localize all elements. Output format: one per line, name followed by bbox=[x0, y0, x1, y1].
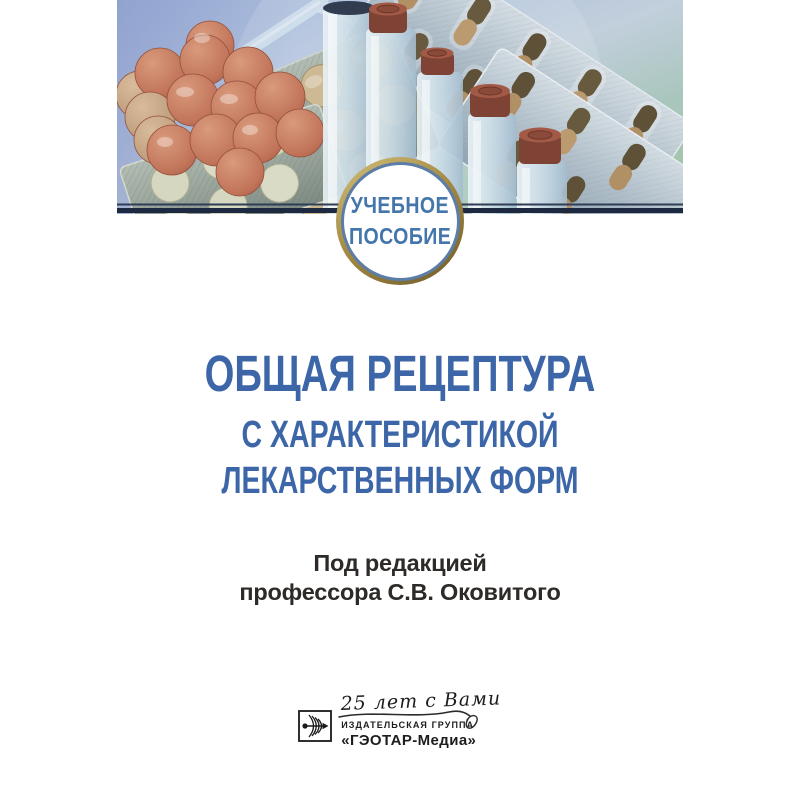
vial-cap bbox=[470, 84, 510, 117]
editor-byline bbox=[0, 549, 800, 607]
badge-text-line1: УЧЕБНОЕ bbox=[350, 192, 450, 218]
anniversary-tagline: 25 лет с Вами bbox=[340, 687, 502, 715]
title-line3: ЛЕКАРСТВЕННЫХ ФОРМ bbox=[221, 460, 579, 502]
byline-line2: профессора С.В. Оковитого bbox=[239, 579, 561, 605]
edition-badge bbox=[336, 157, 464, 285]
title-line1: ОБЩАЯ РЕЦЕПТУРА bbox=[204, 345, 596, 402]
title-line2: С ХАРАКТЕРИСТИКОЙ bbox=[241, 414, 559, 456]
edition-badge-inner bbox=[341, 162, 460, 281]
vial-cap bbox=[369, 3, 407, 34]
book-title bbox=[0, 345, 800, 504]
byline-line1: Под редакцией bbox=[313, 550, 487, 576]
publisher-text bbox=[340, 687, 502, 749]
badge-text-line2: ПОСОБИЕ bbox=[348, 223, 452, 249]
vial-cap bbox=[421, 48, 455, 76]
geotar-logo-icon bbox=[298, 710, 332, 747]
publisher-logo bbox=[0, 687, 800, 749]
vial-cap bbox=[519, 128, 561, 165]
publisher-brand-name: «ГЭОТАР-Медиа» bbox=[341, 732, 477, 749]
publisher-group-label: ИЗДАТЕЛЬСКАЯ ГРУППА bbox=[341, 720, 475, 730]
